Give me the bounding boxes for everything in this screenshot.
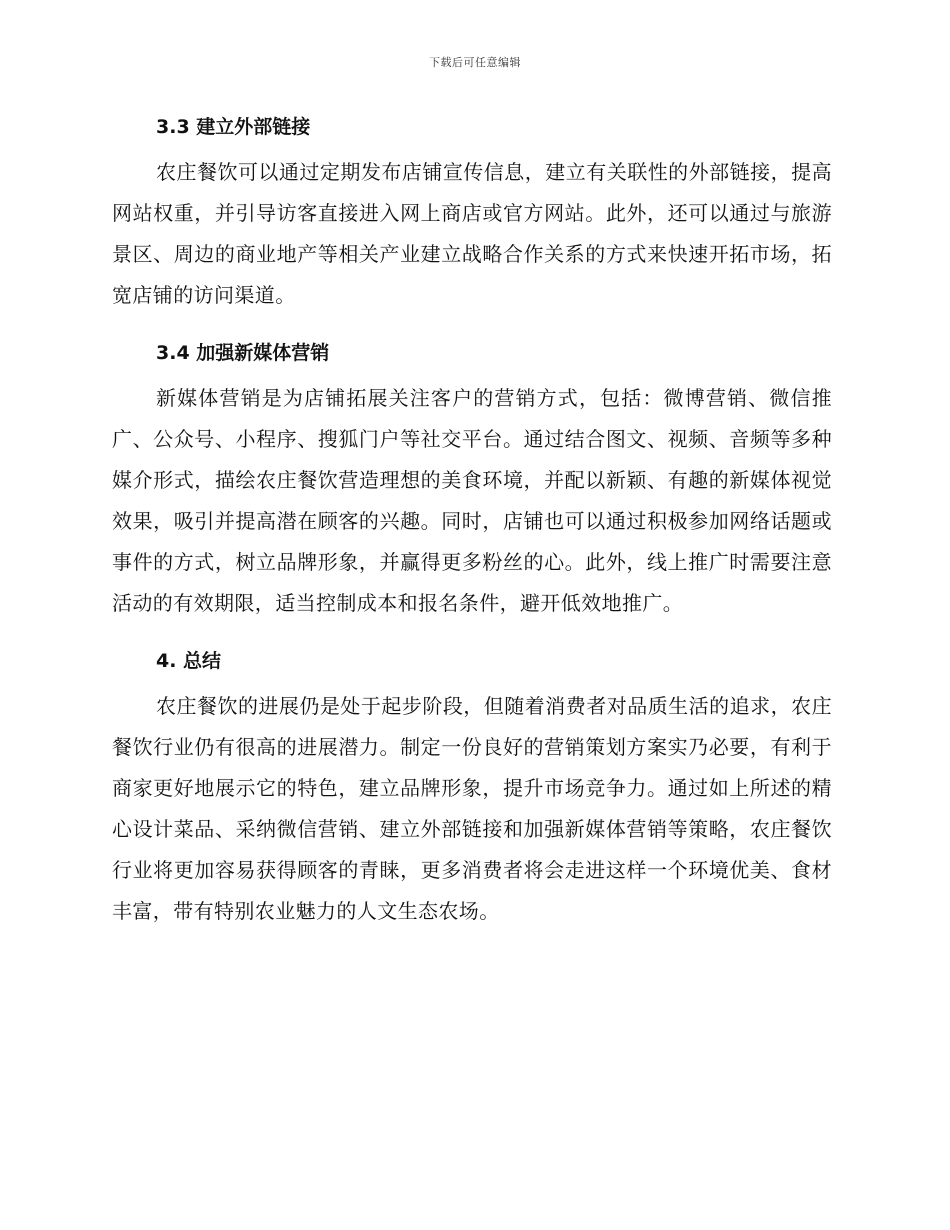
section-paragraph: 新媒体营销是为店铺拓展关注客户的营销方式，包括：微博营销、微信推广、公众号、小程序、搜狐门户等社交平台。通过结合图文、视频、音频等多种媒介形式，描绘农庄餐饮营造理想的美食环境，并配以新颖、有趣的新媒体视觉效果，吸引并提高潜在顾客的兴趣。同时，店铺也可以通过积极参加网络话题或事件的方式，树立品牌形象，并赢得更多粉丝的心。此外，线上推广时需要注意活动的有效期限，适当控制成本和报名条件，避开低效地推广。 (112, 386, 832, 615)
section-heading: 3.3 建立外部链接 (156, 116, 311, 138)
section-heading: 3.4 加强新媒体营销 (156, 342, 330, 364)
document-body (112, 108, 832, 950)
section-paragraph: 农庄餐饮可以通过定期发布店铺宣传信息，建立有关联性的外部链接，提高网站权重，并引导访客直接进入网上商店或官方网站。此外，还可以通过与旅游景区、周边的商业地产等相关产业建立战略合作关系的方式来快速开拓市场，拓宽店铺的访问渠道。 (112, 160, 832, 307)
section-3-4 (112, 334, 832, 624)
section-4-summary (112, 642, 832, 932)
section-paragraph: 农庄餐饮的进展仍是处于起步阶段，但随着消费者对品质生活的追求，农庄餐饮行业仍有很高的进展潜力。制定一份良好的营销策划方案实乃必要，有利于商家更好地展示它的特色，建立品牌形象，提升市场竞争力。通过如上所述的精心设计菜品、采纳微信营销、建立外部链接和加强新媒体营销等策略，农庄餐饮行业将更加容易获得顾客的青睐，更多消费者将会走进这样一个环境优美、食材丰富，带有特别农业魅力的人文生态农场。 (112, 694, 832, 923)
page-header: 下载后可任意编辑 (429, 56, 521, 69)
section-3-3 (112, 108, 832, 316)
section-heading: 4. 总结 (156, 650, 222, 672)
